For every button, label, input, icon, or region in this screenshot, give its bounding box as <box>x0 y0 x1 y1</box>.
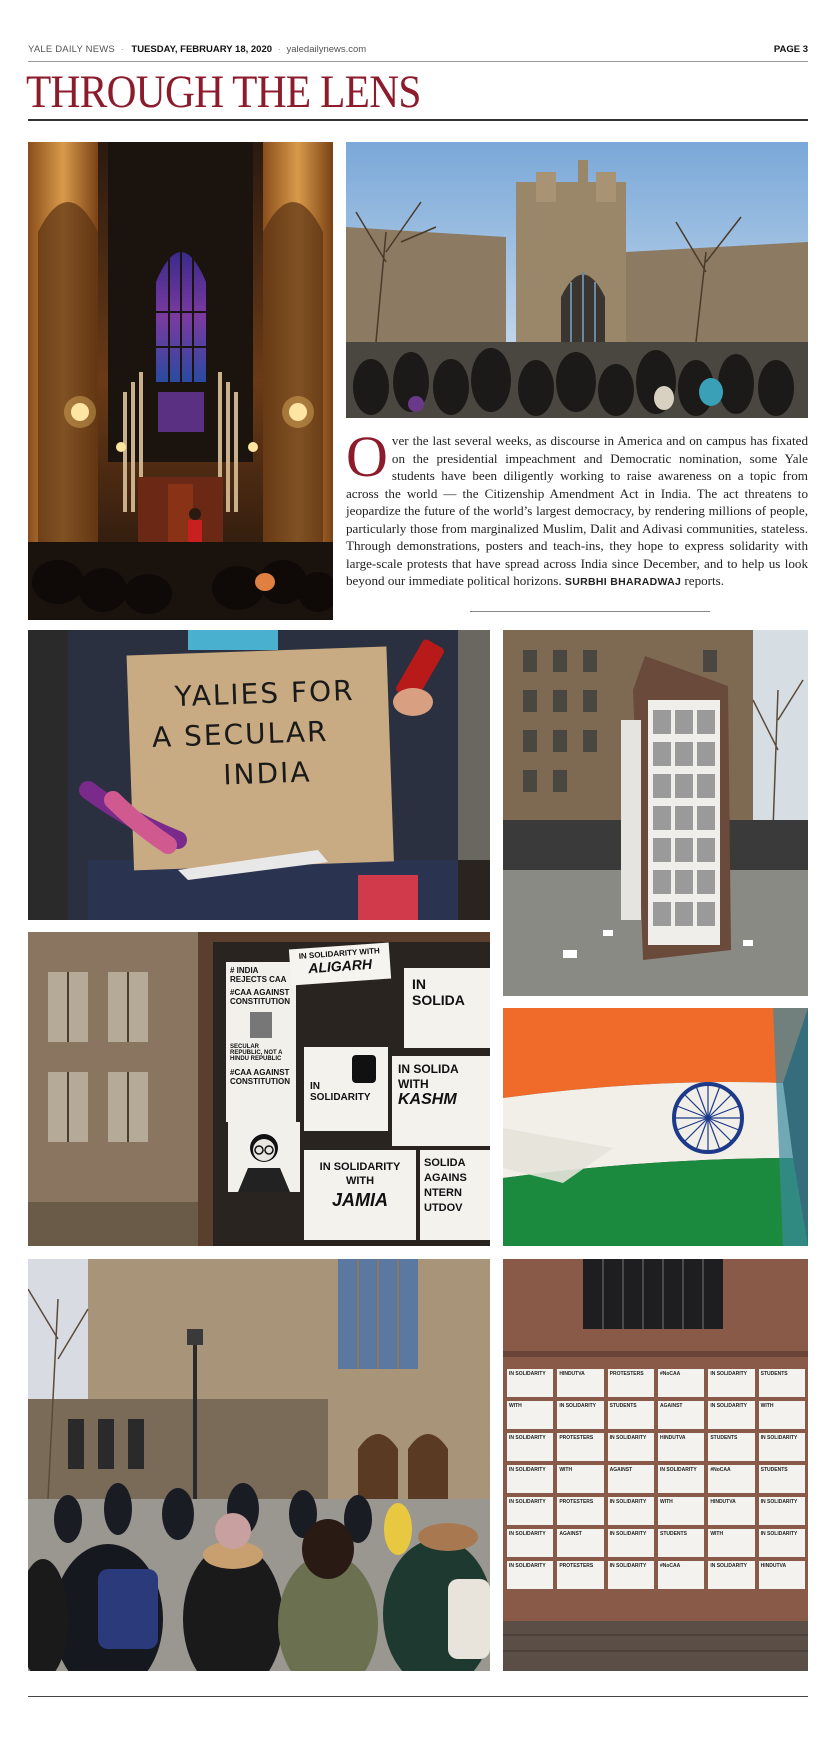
wall-poster: STUDENTS <box>658 1529 704 1557</box>
raised-fist-icon <box>352 1055 376 1083</box>
chapel-illustration <box>28 142 333 620</box>
wall-poster: #NoCAA <box>658 1561 704 1589</box>
poster-text: SOLIDA <box>412 992 465 1008</box>
header-rule <box>28 61 808 62</box>
crowd-illustration <box>28 1259 490 1671</box>
wall-poster: HINDUTVA <box>759 1561 805 1589</box>
wall-poster: IN SOLIDARITY <box>759 1433 805 1461</box>
library-illustration <box>346 142 808 418</box>
wall-poster: IN SOLIDARITY <box>658 1465 704 1493</box>
footer-rule <box>28 1696 808 1697</box>
website-link[interactable]: yaledailynews.com <box>286 44 367 55</box>
wall-poster: PROTESTERS <box>557 1497 603 1525</box>
sign-line-3: INDIA <box>222 755 313 792</box>
wall-poster: PROTESTERS <box>608 1369 654 1397</box>
poster-text: NTERN <box>424 1187 462 1199</box>
sign-line-1: YALIES FOR <box>174 673 356 714</box>
wall-poster: WITH <box>708 1529 754 1557</box>
photo-poster-kiosk[interactable] <box>503 630 808 996</box>
wall-poster: IN SOLIDARITY <box>708 1369 754 1397</box>
wall-poster: IN SOLIDARITY <box>608 1529 654 1557</box>
poster-grid <box>507 1369 805 1609</box>
poster-text: IN <box>412 976 426 992</box>
poster-india-rejects-caa <box>226 962 296 1122</box>
photo-indian-flag[interactable] <box>503 1008 808 1246</box>
poster-text: KASHM <box>398 1091 457 1108</box>
wall-poster: #NoCAA <box>708 1465 754 1493</box>
wall-poster: IN SOLIDARITY <box>507 1369 553 1397</box>
photo-gathering-crowd[interactable] <box>28 1259 490 1671</box>
poster-text: IN SOLIDA <box>398 1062 459 1076</box>
wall-poster: IN SOLIDARITY <box>507 1433 553 1461</box>
masthead-line <box>28 44 808 58</box>
poster-text: WITH <box>398 1077 429 1091</box>
wall-poster: HINDUTVA <box>557 1369 603 1397</box>
poster-against <box>420 1150 490 1240</box>
poster-text: IN <box>310 1081 320 1092</box>
wall-poster: PROTESTERS <box>557 1561 603 1589</box>
wall-poster: WITH <box>759 1401 805 1429</box>
issue-date: TUESDAY, FEBRUARY 18, 2020 <box>131 44 273 55</box>
wall-poster: HINDUTVA <box>658 1433 704 1461</box>
wall-poster: STUDENTS <box>759 1369 805 1397</box>
poster-text: WITH <box>345 1175 375 1187</box>
poster-text: #CAA AGAINST CONSTITUTION <box>230 988 290 1006</box>
wall-poster: IN SOLIDARITY <box>708 1561 754 1589</box>
flag-illustration <box>503 1008 808 1246</box>
poster-text: JAMIA <box>331 1190 388 1210</box>
wall-poster: AGAINST <box>608 1465 654 1493</box>
wall-poster: IN SOLIDARITY <box>759 1529 805 1557</box>
poster-aligarh <box>289 943 391 986</box>
byline-suffix: reports. <box>681 573 725 588</box>
sign-line-2: A SECULAR <box>151 714 329 754</box>
emblem-icon <box>250 1012 272 1038</box>
wall-poster: STUDENTS <box>608 1401 654 1429</box>
article-text: ver the last several weeks, as discourse in America and on campus has fixated on the presidential impeachment and Democratic nomination, some Yale students have been diligently working to raise awareness on a topic from across the world — the Citizenship Amendment Act in India. The act threatens to jeopardize the future of the world’s largest democracy, by rendering millions of people, particularly those from marginalized Muslim, Dalit and Adivasi communities, stateless. Through demonstrations, posters and teach-ins, they hope to express solidarity with large-scale protests that have spread across India since December, and to help us look beyond our immediate political horizons. <box>346 433 808 588</box>
byline-name: SURBHI BHARADWAJ <box>564 576 682 588</box>
portrait-icon <box>228 1122 300 1192</box>
wall-poster: IN SOLIDARITY <box>608 1497 654 1525</box>
page-number: PAGE 3 <box>773 44 808 55</box>
poster-text: UTDOV <box>424 1202 463 1214</box>
poster-text: SECULAR REPUBLIC, NOT A HINDU REPUBLIC <box>230 1044 283 1062</box>
kiosk-illustration <box>503 630 808 996</box>
poster-text: SOLIDARITY <box>310 1092 371 1103</box>
poster-text: AGAINS <box>424 1172 467 1184</box>
portrait-poster <box>228 1122 300 1192</box>
publication-name: YALE DAILY NEWS <box>28 44 115 55</box>
separator: · <box>277 44 281 55</box>
wall-poster: WITH <box>507 1401 553 1429</box>
article-body <box>346 424 808 592</box>
wall-poster: PROTESTERS <box>557 1433 603 1461</box>
wall-poster: AGAINST <box>658 1401 704 1429</box>
title-rule <box>28 119 808 121</box>
wall-poster: IN SOLIDARITY <box>507 1561 553 1589</box>
wall-poster: STUDENTS <box>708 1433 754 1461</box>
wall-poster: HINDUTVA <box>708 1497 754 1525</box>
photo-solidarity-board[interactable] <box>28 932 490 1246</box>
poster-solida <box>404 968 490 1048</box>
wall-poster: IN SOLIDARITY <box>708 1401 754 1429</box>
photo-secular-india-sign[interactable] <box>28 630 490 920</box>
poster-fist <box>304 1047 388 1131</box>
poster-text: IN SOLIDARITY <box>319 1161 401 1173</box>
wall-poster: IN SOLIDARITY <box>557 1401 603 1429</box>
separator: · <box>120 44 124 55</box>
wall-poster: WITH <box>557 1465 603 1493</box>
poster-text: ALIGARH <box>307 955 373 977</box>
wall-poster: WITH <box>658 1497 704 1525</box>
photo-poster-wall[interactable] <box>503 1259 808 1671</box>
photo-library-crowd[interactable] <box>346 142 808 418</box>
wall-poster: IN SOLIDARITY <box>608 1561 654 1589</box>
wall-poster: STUDENTS <box>759 1465 805 1493</box>
wall-poster: #NoCAA <box>658 1369 704 1397</box>
poster-text: #CAA AGAINST CONSTITUTION <box>230 1068 290 1086</box>
poster-text: IN SOLIDARITY WITH <box>298 946 381 961</box>
poster-text: # INDIA REJECTS CAA <box>230 966 287 984</box>
poster-text: SOLIDA <box>424 1157 466 1169</box>
wall-poster: AGAINST <box>557 1529 603 1557</box>
wall-poster: IN SOLIDARITY <box>507 1529 553 1557</box>
poster-kashmir <box>392 1056 490 1146</box>
wall-poster: IN SOLIDARITY <box>608 1433 654 1461</box>
drop-cap: O <box>346 424 388 489</box>
photo-chapel-interior[interactable] <box>28 142 333 620</box>
wall-poster: IN SOLIDARITY <box>507 1465 553 1493</box>
wall-poster: IN SOLIDARITY <box>759 1497 805 1525</box>
poster-jamia <box>304 1150 416 1240</box>
article-rule <box>470 611 710 612</box>
wall-poster: IN SOLIDARITY <box>507 1497 553 1525</box>
section-title: THROUGH THE LENS <box>26 66 421 118</box>
